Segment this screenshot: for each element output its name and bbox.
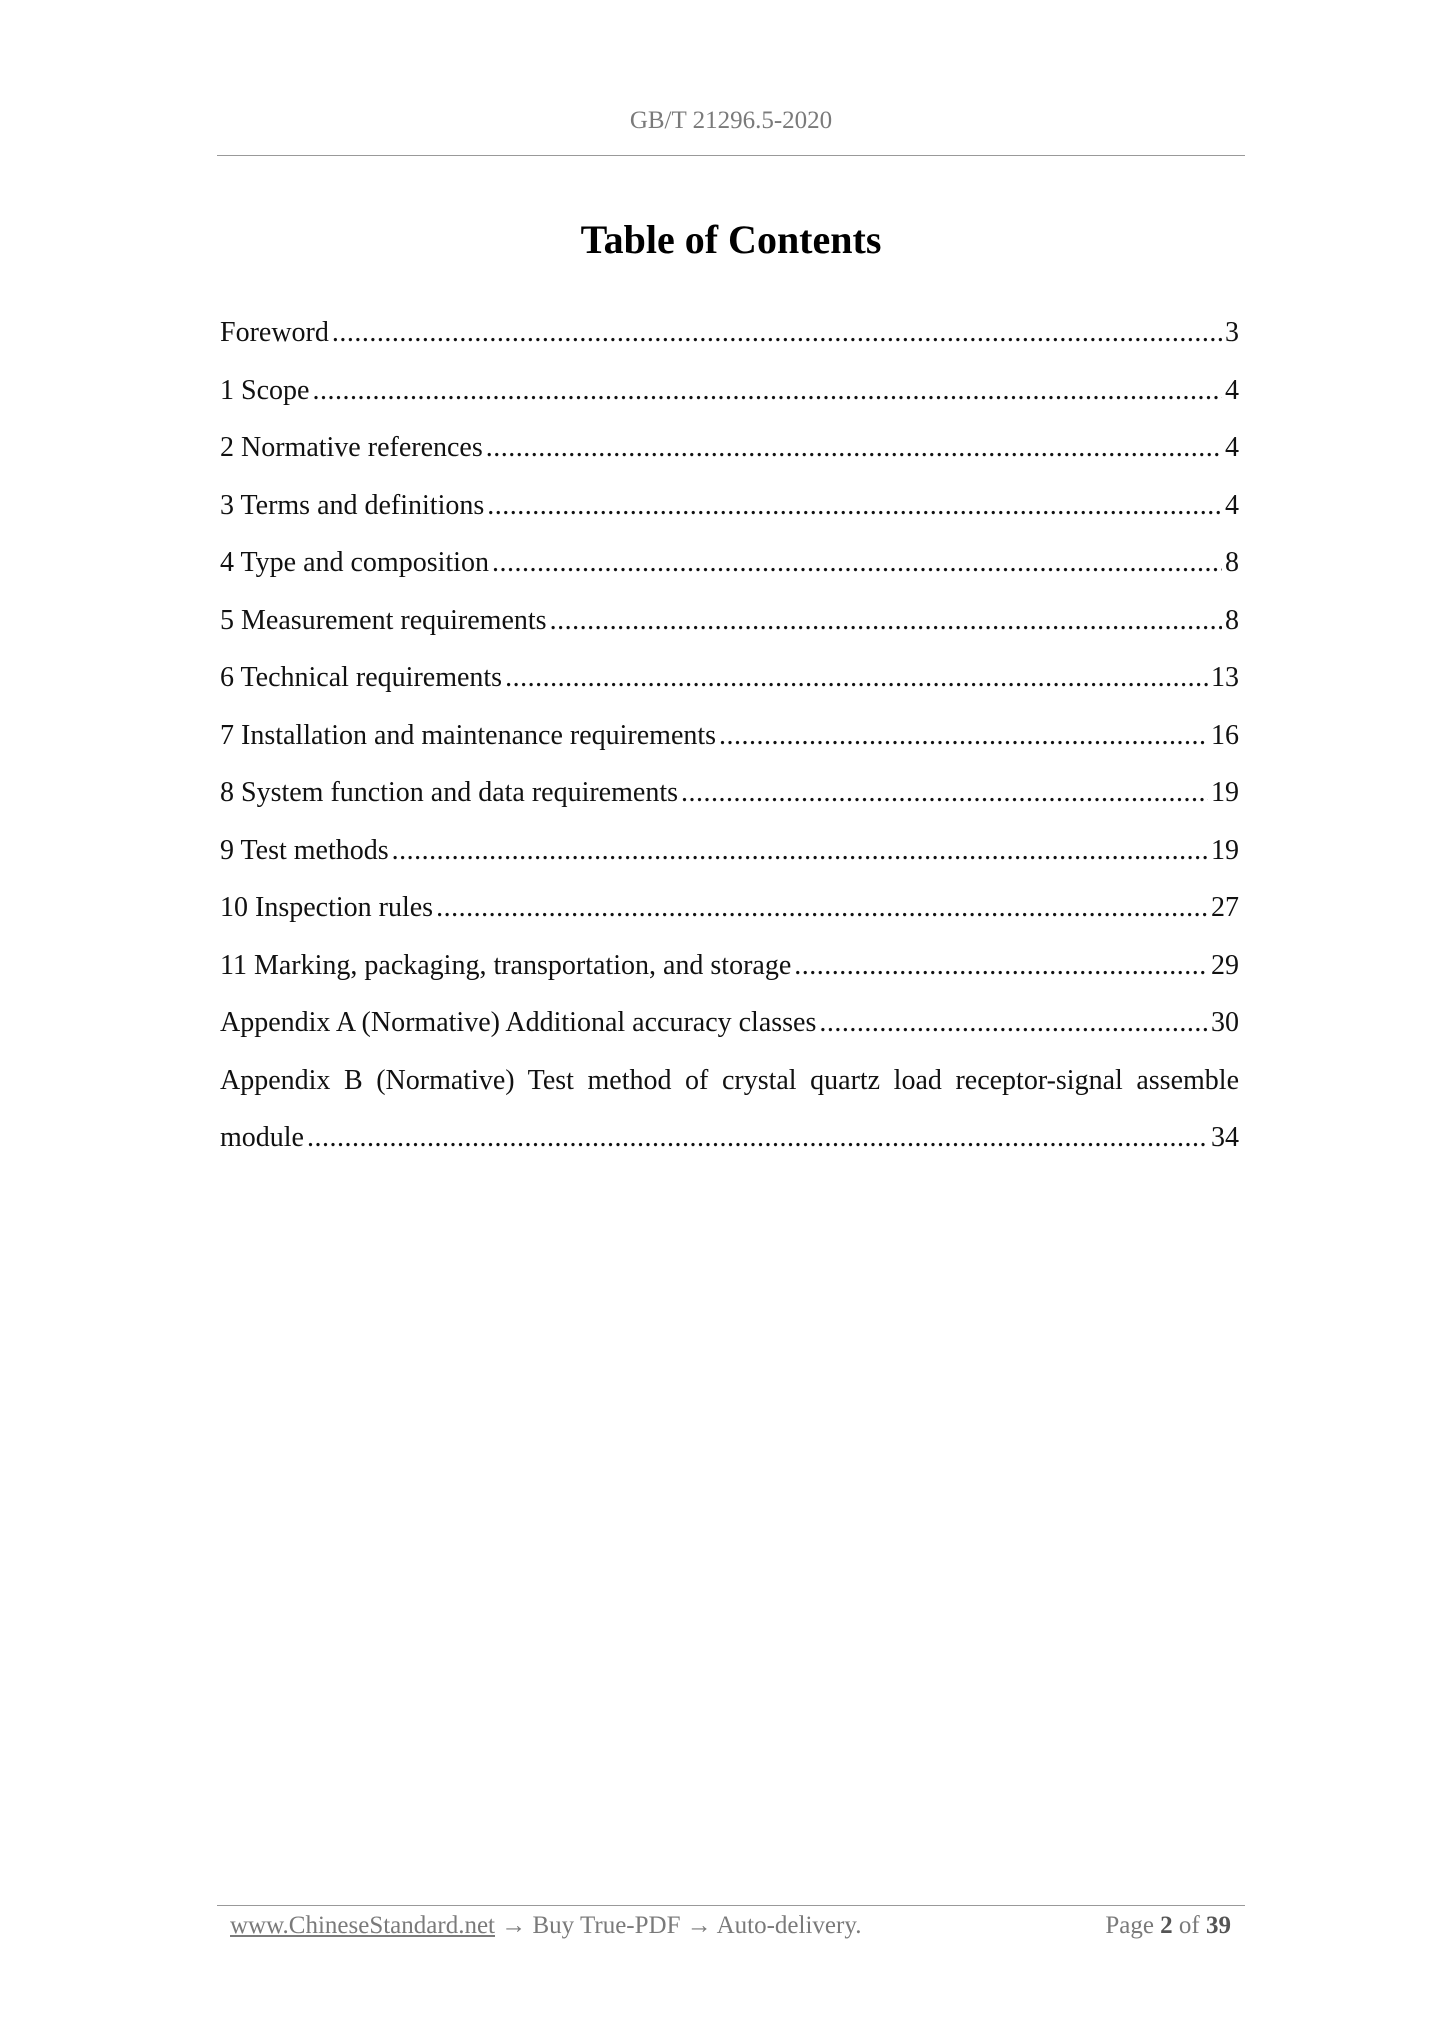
toc-entry-page: 13 [1211, 662, 1239, 693]
toc-entry-label: Appendix A (Normative) Additional accuracy classes [220, 1007, 817, 1038]
toc-entry-label: 9 Test methods [220, 834, 389, 866]
toc-entry-page: 4 [1225, 432, 1239, 463]
toc-leader-dots [486, 419, 1222, 477]
toc-entry[interactable] [220, 822, 1239, 880]
toc-entry-label: 8 System function and data requirements [220, 777, 678, 808]
toc-entry-page: 16 [1211, 719, 1239, 751]
page-header [217, 104, 1245, 156]
toc-entry-page: 30 [1211, 1007, 1239, 1038]
toc-entry[interactable] [220, 764, 1239, 822]
current-page-number: 2 [1160, 1912, 1173, 1939]
toc-entry-page: 3 [1225, 317, 1239, 348]
toc-entry-label: 6 Technical requirements [220, 662, 503, 693]
of-word: of [1178, 1912, 1200, 1939]
toc-entry-page: 8 [1225, 604, 1239, 636]
toc-entry-label: 3 Terms and definitions [220, 489, 485, 521]
toc-leader-dots [505, 649, 1208, 707]
toc-entry-page: 27 [1211, 892, 1239, 923]
toc-entry-page: 29 [1211, 949, 1239, 981]
toc-entry-label-line2: module [220, 1122, 304, 1153]
toc-leader-dots [436, 879, 1208, 937]
toc-entry[interactable] [220, 362, 1239, 420]
toc-leader-dots [819, 994, 1208, 1052]
footer-promo [230, 1912, 861, 1940]
toc-leader-dots [487, 477, 1222, 535]
toc-entry-page: 19 [1211, 834, 1239, 866]
website-link[interactable]: www.ChineseStandard.net [230, 1912, 495, 1939]
toc-entry[interactable] [220, 994, 1239, 1052]
toc-entry-label: 11 Marking, packaging, transportation, and storage [220, 949, 792, 981]
toc-entry[interactable] [220, 304, 1239, 362]
page-word: Page [1105, 1912, 1154, 1939]
toc-entry-label: 7 Installation and maintenance requirements [220, 719, 717, 751]
toc-leader-dots [794, 937, 1208, 995]
toc-entry-label-line1: Appendix B (Normative) Test method of crystal quartz load receptor-signal assemble [220, 1064, 1239, 1096]
toc-leader-dots [550, 592, 1222, 650]
toc-entry-label: 5 Measurement requirements [220, 604, 547, 636]
delivery-text: Auto-delivery. [716, 1912, 862, 1939]
toc-entry[interactable] [220, 477, 1239, 535]
toc-leader-dots [307, 1109, 1208, 1167]
toc-entry[interactable] [220, 534, 1239, 592]
toc-entry-page: 19 [1211, 777, 1239, 808]
toc-entry[interactable] [220, 419, 1239, 477]
toc-entry-label: Foreword [220, 317, 329, 348]
toc-entry-label: 2 Normative references [220, 432, 483, 463]
toc-entry-label: 4 Type and composition [220, 547, 489, 578]
total-pages: 39 [1206, 1912, 1231, 1939]
toc-entry-label: 10 Inspection rules [220, 892, 434, 923]
toc-entry-appendix-b[interactable] [220, 1052, 1239, 1167]
toc-leader-dots [392, 822, 1208, 880]
page-footer [217, 1905, 1245, 1947]
table-of-contents [220, 304, 1239, 1167]
toc-leader-dots [719, 707, 1208, 765]
document-id: GB/T 21296.5-2020 [629, 107, 833, 134]
toc-entry-page: 34 [1211, 1122, 1239, 1153]
toc-entry[interactable] [220, 649, 1239, 707]
toc-entry-line2 [220, 1109, 1239, 1167]
toc-leader-dots [332, 304, 1222, 362]
toc-entry-label: 1 Scope [220, 374, 310, 406]
toc-leader-dots [312, 362, 1222, 420]
toc-leader-dots [492, 534, 1222, 592]
page-indicator [1105, 1912, 1231, 1940]
buy-text: Buy True-PDF [532, 1912, 681, 1939]
toc-entry[interactable] [220, 592, 1239, 650]
arrow-right-icon: → [686, 1912, 712, 1939]
toc-entry[interactable] [220, 879, 1239, 937]
toc-leader-dots [681, 764, 1208, 822]
toc-entry[interactable] [220, 937, 1239, 995]
toc-entry-page: 8 [1225, 547, 1239, 578]
toc-entry-page: 4 [1225, 489, 1239, 521]
arrow-right-icon: → [501, 1912, 527, 1939]
toc-title: Table of Contents [580, 217, 882, 262]
toc-entry[interactable] [220, 707, 1239, 765]
toc-entry-page: 4 [1225, 374, 1239, 406]
